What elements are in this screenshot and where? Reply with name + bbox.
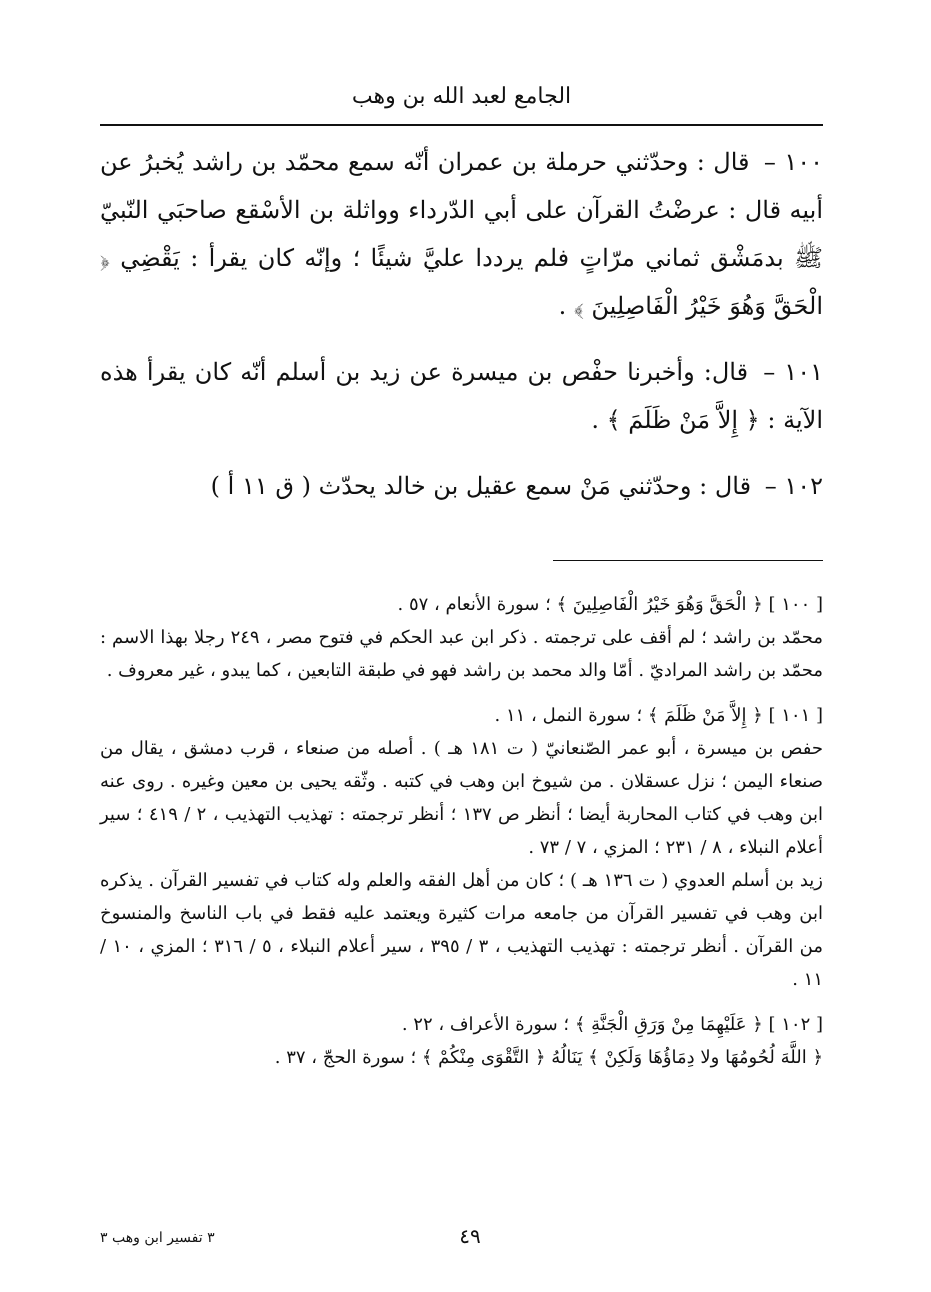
hadith-number: ١٠١ – <box>763 358 823 386</box>
footnote-line: حفص بن ميسرة ، أبو عمر الصّنعانيّ ( ت ١٨١ هـ ) . أصله من صنعاء ، قرب دمشق ، يقال من صنعاء اليمن ؛ نزل عسقلان . من شيوخ ابن وهب في كتبه . وثّقه يحيى بن معين وغيره . روى عنه ابن وهب في كتاب المحاربة أيضا ؛ أنظر ص ١٣٧ ؛ أنظر ترجمته : تهذيب التهذيب ، ٢ / ٤١٩ ؛ سير أعلام النبلاء ، ٨ / ٢٣١ ؛ المزي ، ٧ / ٧٣ . <box>100 738 824 858</box>
hadith-number: ١٠٠ – <box>763 148 823 176</box>
footnote-line: ﴿ اللَّهَ لُحُومُهَا ولا دِمَاؤُهَا وَلَكِنْ ﴾ يَنَالُهُ ﴿ التَّقْوَى مِنْكُمْ ﴾ ؛ سورة الحجّ ، ٣٧ . <box>274 1047 823 1068</box>
footnote-101 <box>100 699 823 996</box>
footnotes <box>100 588 823 1086</box>
hadith-100 <box>100 138 823 330</box>
running-header: الجامع لعبد الله بن وهب <box>351 84 572 109</box>
footnote-line: [ ١٠٢ ] ﴿ عَلَيْهِمَا مِنْ وَرَقِ الْجَنَّةِ ﴾ ؛ سورة الأعراف ، ٢٢ . <box>401 1014 823 1035</box>
footnote-line: [ ١٠١ ] ﴿ إِلاَّ مَنْ ظَلَمَ ﴾ ؛ سورة النمل ، ١١ . <box>494 705 823 726</box>
footnote-102 <box>100 1008 823 1074</box>
hadith-102 <box>100 462 823 510</box>
main-text <box>100 138 823 528</box>
footnote-line: محمّد بن راشد ؛ لم أقف على ترجمته . ذكر ابن عبد الحكم في فتوح مصر ، ٢٤٩ رجلا بهذا الاسم : محمّد بن راشد المراديّ . أمّا والد محمد بن راشد فهو في طبقة التابعين ، كما يبدو ، غير معروف . <box>100 627 823 681</box>
hadith-number: ١٠٢ – <box>764 472 823 500</box>
hadith-text: قال : وحدّثني مَنْ سمع عقيل بن خالد يحدّث ( ق ١١ أ ) <box>210 472 752 500</box>
footnote-100 <box>100 588 823 687</box>
footnote-separator <box>553 560 823 561</box>
hadith-101 <box>100 348 823 444</box>
page-number: ٤٩ <box>459 1224 481 1248</box>
hadith-text: قال : وحدّثني حرملة بن عمران أنّه سمع محمّد بن راشد يُخبرُ عن أبيه قال : عرضْتُ القرآن على أبي الدّرداء وواثلة بن الأسْقع صاحبَي النّبيّ ﷺ بدمَشْق ثماني مرّاتٍ فلم يرددا عليَّ شيئًا ؛ وإنّه كان يقرأ : يَقْضِي ﴿ الْحَقَّ وَهُوَ خَيْرُ الْفَاصِلِينَ ﴾ . <box>100 148 823 320</box>
header-rule <box>100 124 823 126</box>
footnote-line: زيد بن أسلم العدوي ( ت ١٣٦ هـ ) ؛ كان من أهل الفقه والعلم وله كتاب في تفسير القرآن . يذكره ابن وهب في تفسير القرآن من جامعه مرات كثيرة ويعتمد عليه فقط في باب الناسخ والمنسوخ من القرآن . أنظر ترجمته : تهذيب التهذيب ، ٣ / ٣٩٥ ، سير أعلام النبلاء ، ٥ / ٣١٦ ؛ المزي ، ١٠ / ١١ . <box>100 870 823 990</box>
footnote-line: [ ١٠٠ ] ﴿ الْحَقَّ وَهُوَ خَيْرُ الْفَاصِلِينَ ﴾ ؛ سورة الأنعام ، ٥٧ . <box>397 594 823 615</box>
printer-signature: ٣ تفسير ابن وهب ٣ <box>100 1230 215 1246</box>
hadith-text: قال: وأخبرنا حفْص بن ميسرة عن زيد بن أسلم أنّه كان يقرأ هذه الآية : ﴿ إِلاَّ مَنْ ظَلَمَ ﴾ . <box>100 358 823 434</box>
